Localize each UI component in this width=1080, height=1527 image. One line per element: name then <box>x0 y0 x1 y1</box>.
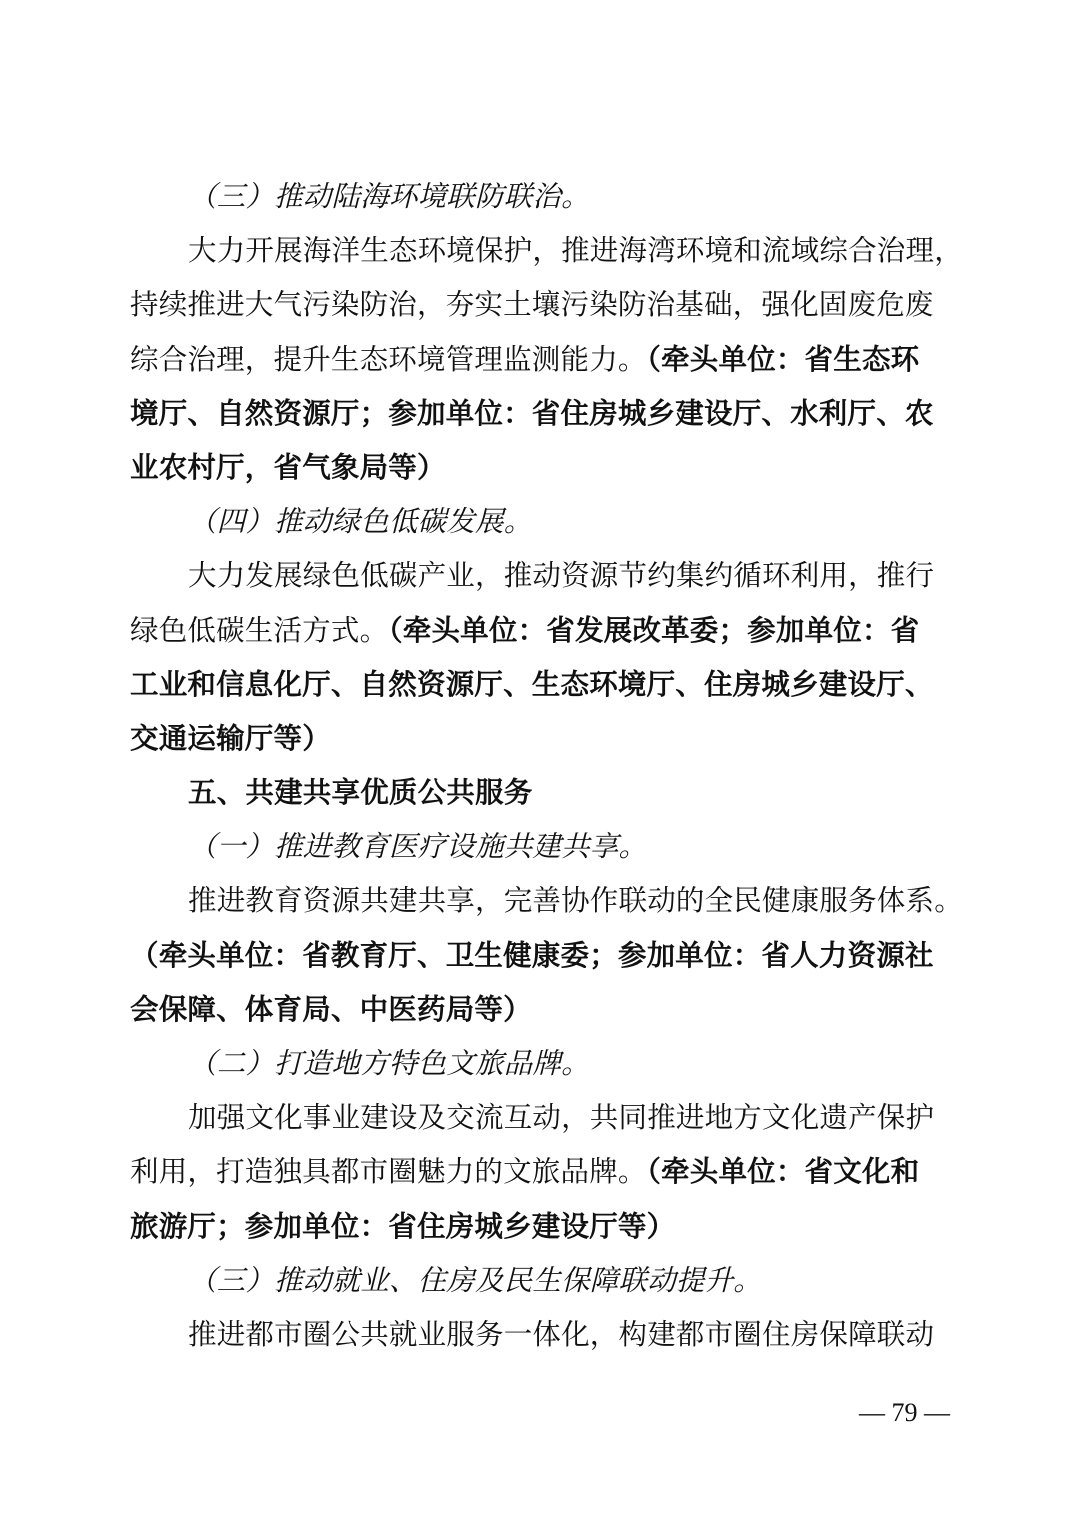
responsibility-note: 会保障、体育局、中医药局等） <box>130 992 532 1026</box>
paragraph-line <box>130 1091 950 1145</box>
paragraph-line <box>130 712 950 766</box>
subsection-heading: （一）推进教育医疗设施共建共享。 <box>188 830 648 864</box>
responsibility-note: （牵头单位：省教育厅、卫生健康委；参加单位：省人力资源社 <box>130 938 934 972</box>
body-text: 推进教育资源共建共享，完善协作联动的全民健康服务体系。 <box>188 884 963 918</box>
subsection-heading: （三）推动陆海环境联防联治。 <box>188 180 590 213</box>
responsibility-note: 交通运输厅等） <box>130 721 331 755</box>
paragraph-line <box>130 1145 950 1199</box>
paragraph-line <box>130 224 963 278</box>
body-text: 绿色低碳生活方式。 <box>130 613 389 647</box>
paragraph-line <box>130 387 950 441</box>
subsection-heading: （四）推动绿色低碳发展。 <box>188 505 533 539</box>
subsection-heading: （三）推动就业、住房及民生保障联动提升。 <box>188 1263 763 1297</box>
page-number: — 79 — <box>859 1398 950 1427</box>
paragraph-line <box>130 1308 950 1362</box>
body-text: 加强文化事业建设及交流互动，共同推进地方文化遗产保护 <box>188 1101 935 1135</box>
page-body <box>130 170 963 1362</box>
responsibility-note: 旅游厅；参加单位：省住房城乡建设厅等） <box>130 1209 676 1243</box>
paragraph-line <box>130 549 950 603</box>
section-heading: 五、共建共享优质公共服务 <box>188 776 533 810</box>
paragraph <box>130 874 963 1037</box>
paragraph <box>130 224 963 495</box>
body-text: 利用，打造独具都市圈魅力的文旅品牌。 <box>130 1155 647 1189</box>
paragraph-line <box>130 983 950 1037</box>
paragraph-line <box>130 874 963 928</box>
paragraph-line <box>130 658 950 712</box>
body-text: 持续推进大气污染防治，夯实土壤污染防治基础，强化固废危废 <box>130 288 934 322</box>
paragraph-line <box>130 333 950 387</box>
paragraph-line <box>130 929 950 983</box>
body-text: 综合治理，提升生态环境管理监测能力。 <box>130 342 647 376</box>
paragraph-line <box>130 441 950 495</box>
paragraph <box>130 549 950 766</box>
paragraph <box>130 1308 950 1362</box>
responsibility-note: 业农村厅，省气象局等） <box>130 450 446 484</box>
paragraph-line <box>130 278 950 332</box>
responsibility-note: 工业和信息化厅、自然资源厅、生态环境厅、住房城乡建设厅、 <box>130 667 934 701</box>
paragraph-line <box>130 604 950 658</box>
responsibility-note: （牵头单位：省生态环 <box>646 342 920 376</box>
body-text: 大力开展海洋生态环境保护，推进海湾环境和流域综合治理， <box>188 234 963 268</box>
body-text: 推进都市圈公共就业服务一体化，构建都市圈住房保障联动 <box>188 1317 935 1351</box>
responsibility-note: 境厅、自然资源厅；参加单位：省住房城乡建设厅、水利厅、农 <box>130 396 934 430</box>
responsibility-note: （牵头单位：省文化和 <box>646 1155 920 1189</box>
body-text: 大力发展绿色低碳产业，推动资源节约集约循环利用，推行 <box>188 559 935 593</box>
paragraph-line <box>130 1200 950 1254</box>
paragraph <box>130 1091 950 1254</box>
subsection-heading: （二）打造地方特色文旅品牌。 <box>188 1047 590 1080</box>
responsibility-note: （牵头单位：省发展改革委；参加单位：省 <box>388 613 920 647</box>
